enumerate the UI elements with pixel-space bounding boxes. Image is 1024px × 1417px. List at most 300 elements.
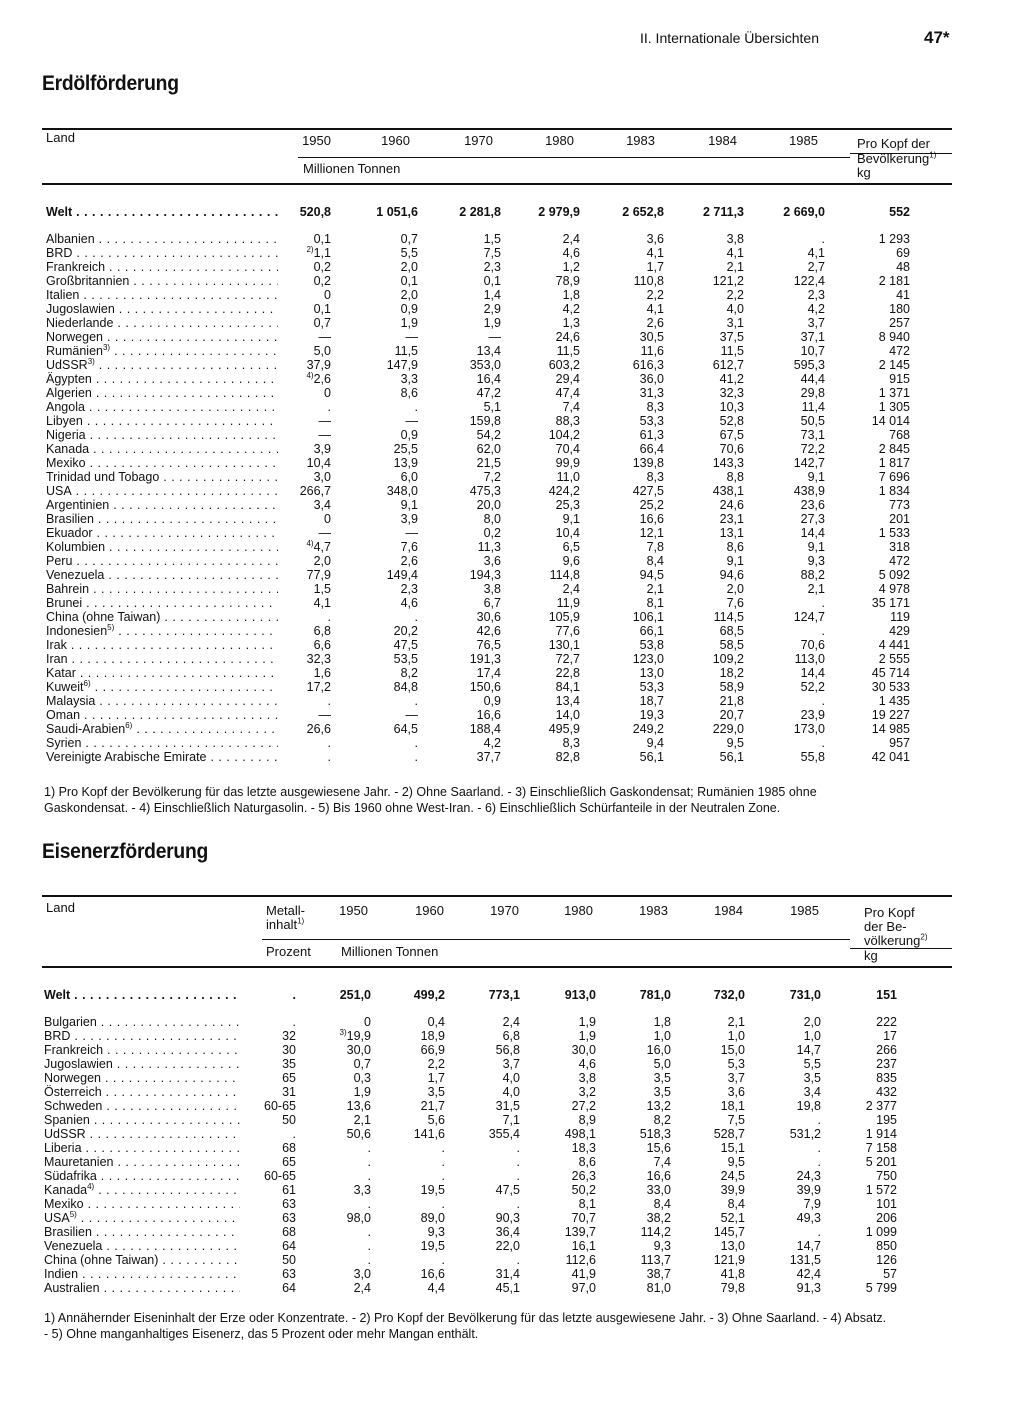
- oil-row: [0, 638, 1024, 652]
- iron-value: 2,0: [803, 1015, 821, 1029]
- oil-value: 2,3: [483, 260, 501, 274]
- oil-country: Peru . . .: [46, 554, 278, 568]
- iron-country: Liberia . . .: [44, 1141, 240, 1155]
- iron-value: 57: [883, 1267, 897, 1281]
- oil-value: 32,3: [306, 652, 331, 666]
- oil-row: [0, 442, 1024, 456]
- oil-value: 0: [324, 288, 331, 302]
- oil-value: 3,7: [807, 316, 825, 330]
- iron-row: [0, 1253, 1024, 1267]
- iron-value: 195: [876, 1113, 897, 1127]
- oil-value: 47,2: [476, 386, 501, 400]
- iron-value: 355,4: [488, 1127, 520, 1141]
- oil-value: 69: [896, 246, 910, 260]
- iron-year-header: 1950: [339, 903, 368, 918]
- oil-value: 88,2: [800, 568, 825, 582]
- iron-value: 24,5: [720, 1169, 745, 1183]
- oil-row: [0, 358, 1024, 372]
- oil-row: [0, 750, 1024, 764]
- iron-year-header: 1970: [490, 903, 519, 918]
- oil-value: 68,5: [719, 624, 744, 638]
- oil-value: 2 281,8: [459, 205, 501, 219]
- oil-value: 1 051,6: [376, 205, 418, 219]
- oil-value: .: [327, 610, 331, 624]
- iron-value: 36,4: [495, 1225, 520, 1239]
- iron-value: 1,9: [578, 1029, 596, 1043]
- oil-value: 0,7: [400, 232, 418, 246]
- oil-header-bottom-rule: [42, 183, 952, 185]
- oil-row: [0, 736, 1024, 750]
- iron-value: 50: [282, 1253, 296, 1267]
- oil-row: [0, 554, 1024, 568]
- oil-value: 1,6: [313, 666, 331, 680]
- oil-value: 25,5: [393, 442, 418, 456]
- oil-value: 104,2: [548, 428, 580, 442]
- oil-value: 11,5: [556, 344, 580, 358]
- iron-value: 16,1: [571, 1239, 596, 1253]
- oil-spacer: [0, 222, 1024, 232]
- iron-value: 63: [282, 1197, 296, 1211]
- oil-value: 130,1: [548, 638, 580, 652]
- iron-header-per-capita-kg: kg: [864, 948, 878, 963]
- iron-value: 835: [876, 1071, 897, 1085]
- oil-value: 173,0: [793, 722, 825, 736]
- oil-value: 2,3: [807, 288, 825, 302]
- iron-value: .: [441, 1141, 445, 1155]
- iron-header-per-capita-3: völkerung$^{2)}$: [864, 932, 928, 948]
- oil-value: —: [405, 414, 418, 428]
- iron-country: Australien . . .: [44, 1281, 240, 1295]
- oil-value: 4,6: [400, 596, 418, 610]
- iron-value: 49,3: [796, 1211, 821, 1225]
- oil-value: 66,4: [639, 442, 664, 456]
- oil-value: 9,6: [562, 554, 580, 568]
- iron-value: 16,0: [646, 1043, 671, 1057]
- iron-value: 499,2: [413, 988, 445, 1002]
- oil-row: [0, 624, 1024, 638]
- oil-country: Kanada . . .: [46, 442, 278, 456]
- oil-country: USA . . .: [46, 484, 278, 498]
- oil-country: BRD . . .: [46, 246, 278, 260]
- oil-value: 552: [889, 205, 910, 219]
- iron-value: 63: [282, 1211, 296, 1225]
- oil-row: [0, 596, 1024, 610]
- iron-value: 145,7: [713, 1225, 745, 1239]
- oil-value: 12,1: [639, 526, 664, 540]
- oil-value: 2 181: [878, 274, 910, 288]
- oil-value: $^{4)}$4,7: [306, 538, 331, 554]
- oil-value: 10,7: [800, 344, 825, 358]
- iron-value: .: [441, 1197, 445, 1211]
- oil-country: Rumänien$^{3)}$ . . .: [46, 344, 278, 358]
- iron-value: 64: [282, 1239, 296, 1253]
- iron-row: [0, 1127, 1024, 1141]
- iron-value: 65: [282, 1071, 296, 1085]
- oil-value: 7,8: [646, 540, 664, 554]
- oil-value: 50,5: [800, 414, 825, 428]
- oil-value: 4,6: [562, 246, 580, 260]
- oil-value: 56,1: [639, 750, 664, 764]
- iron-value: 97,0: [571, 1281, 596, 1295]
- iron-row: [0, 1141, 1024, 1155]
- oil-year-header: 1950: [302, 133, 331, 148]
- iron-value: 3,7: [727, 1071, 745, 1085]
- oil-value: 249,2: [632, 722, 664, 736]
- iron-value: 141,6: [413, 1127, 445, 1141]
- oil-value: 9,4: [646, 736, 664, 750]
- iron-value: 1,9: [353, 1085, 371, 1099]
- oil-header-unit: Millionen Tonnen: [303, 161, 401, 176]
- oil-country: Norwegen . . .: [46, 330, 278, 344]
- oil-country: Frankreich . . .: [46, 260, 278, 274]
- oil-value: 5,1: [483, 400, 501, 414]
- oil-value: 8,6: [726, 540, 744, 554]
- iron-value: 13,0: [720, 1239, 745, 1253]
- iron-value: 750: [876, 1169, 897, 1183]
- oil-value: 2,7: [807, 260, 825, 274]
- iron-value: 2 377: [865, 1099, 897, 1113]
- oil-value: 8,0: [483, 512, 501, 526]
- oil-row: [0, 610, 1024, 624]
- oil-value: .: [327, 750, 331, 764]
- oil-value: 3,4: [313, 498, 331, 512]
- iron-row: [0, 1197, 1024, 1211]
- iron-value: .: [817, 1225, 821, 1239]
- oil-value: .: [414, 750, 418, 764]
- iron-value: 126: [876, 1253, 897, 1267]
- iron-country: Südafrika . . .: [44, 1169, 240, 1183]
- iron-value: 15,1: [720, 1141, 745, 1155]
- iron-value: 913,0: [564, 988, 596, 1002]
- oil-value: 23,1: [719, 512, 744, 526]
- iron-value: 35: [282, 1057, 296, 1071]
- oil-value: 99,9: [555, 456, 580, 470]
- oil-value: 37,9: [306, 358, 331, 372]
- oil-value: 1,5: [313, 582, 331, 596]
- iron-value: 9,3: [653, 1239, 671, 1253]
- iron-row: [0, 1211, 1024, 1225]
- iron-value: 498,1: [564, 1127, 596, 1141]
- oil-row: [0, 414, 1024, 428]
- iron-value: 5,3: [727, 1057, 745, 1071]
- oil-value: 13,9: [393, 456, 418, 470]
- iron-value: 61: [282, 1183, 296, 1197]
- iron-value: 47,5: [495, 1183, 520, 1197]
- iron-country: BRD . . .: [44, 1029, 240, 1043]
- oil-value: $^{2)}$1,1: [306, 244, 331, 260]
- iron-value: 4,4: [427, 1281, 445, 1295]
- oil-value: 13,4: [555, 694, 580, 708]
- iron-value: .: [292, 1127, 296, 1141]
- oil-value: 54,2: [476, 428, 501, 442]
- oil-value: 23,9: [800, 708, 825, 722]
- iron-value: .: [441, 1253, 445, 1267]
- iron-value: 8,4: [653, 1197, 671, 1211]
- iron-country: Schweden . . .: [44, 1099, 240, 1113]
- oil-value: 3,8: [483, 582, 501, 596]
- oil-value: 5,0: [313, 344, 331, 358]
- iron-value: 38,2: [646, 1211, 671, 1225]
- iron-value: 1,7: [427, 1071, 445, 1085]
- oil-value: 3,8: [726, 232, 744, 246]
- oil-value: 188,4: [469, 722, 501, 736]
- oil-unit-rule: [298, 157, 850, 158]
- oil-value: 121,2: [712, 274, 744, 288]
- iron-header-metal-2: inhalt$^{1)}$: [266, 916, 305, 932]
- iron-value: 9,3: [427, 1225, 445, 1239]
- oil-value: 22,8: [555, 666, 580, 680]
- iron-value: 33,0: [646, 1183, 671, 1197]
- iron-value: 27,2: [571, 1099, 596, 1113]
- iron-value: 2,1: [353, 1113, 371, 1127]
- iron-value: 2,4: [353, 1281, 371, 1295]
- oil-value: 70,6: [800, 638, 825, 652]
- oil-row: [0, 316, 1024, 330]
- oil-value: 13,4: [476, 344, 501, 358]
- oil-value: 0,7: [313, 316, 331, 330]
- oil-value: 4,2: [807, 302, 825, 316]
- oil-value: 16,6: [476, 708, 501, 722]
- oil-value: 472: [889, 554, 910, 568]
- iron-value: 3,3: [353, 1183, 371, 1197]
- iron-value: 2,4: [502, 1015, 520, 1029]
- oil-value: 3,6: [646, 232, 664, 246]
- iron-value: 5,0: [653, 1057, 671, 1071]
- oil-country: Libyen . . .: [46, 414, 278, 428]
- oil-value: 19 227: [871, 708, 910, 722]
- iron-value: 60-65: [264, 1099, 296, 1113]
- oil-country: Ekuador . . .: [46, 526, 278, 540]
- oil-value: 495,9: [548, 722, 580, 736]
- oil-value: 32,3: [719, 386, 744, 400]
- oil-country: Kuweit$^{6)}$ . . .: [46, 680, 278, 694]
- iron-value: 14,7: [796, 1239, 821, 1253]
- iron-value: 3,7: [502, 1057, 520, 1071]
- iron-value: 3,5: [427, 1085, 445, 1099]
- iron-row: [0, 1029, 1024, 1043]
- iron-value: 0: [364, 1015, 371, 1029]
- oil-header-per-capita-2: Bevölkerung$^{1)}$: [857, 150, 937, 166]
- iron-row: [0, 1225, 1024, 1239]
- oil-country: Ägypten . . .: [46, 372, 278, 386]
- oil-value: 0,1: [400, 274, 418, 288]
- oil-value: 11,4: [801, 400, 825, 414]
- iron-value: 26,3: [571, 1169, 596, 1183]
- oil-value: 142,7: [793, 456, 825, 470]
- oil-value: 27,3: [800, 512, 825, 526]
- oil-row: [0, 344, 1024, 358]
- iron-header-per-capita-1: Pro Kopf: [864, 905, 915, 920]
- oil-value: 114,8: [549, 568, 580, 582]
- oil-value: 0: [324, 512, 331, 526]
- oil-country: Italien . . .: [46, 288, 278, 302]
- oil-value: 47,5: [393, 638, 418, 652]
- oil-value: 16,4: [476, 372, 501, 386]
- oil-value: 2 845: [878, 442, 910, 456]
- iron-value: 5,5: [803, 1057, 821, 1071]
- oil-value: 66,1: [639, 624, 664, 638]
- iron-value: 732,0: [713, 988, 745, 1002]
- oil-value: 29,4: [555, 372, 580, 386]
- oil-value: 2,0: [726, 582, 744, 596]
- oil-value: 2,0: [313, 554, 331, 568]
- iron-value: 121,9: [713, 1253, 745, 1267]
- iron-value: 1,8: [653, 1015, 671, 1029]
- oil-value: 29,8: [800, 386, 825, 400]
- iron-value: 251,0: [339, 988, 371, 1002]
- oil-value: 8,1: [646, 596, 664, 610]
- oil-value: 84,1: [555, 680, 580, 694]
- oil-value: 4,1: [807, 246, 825, 260]
- iron-value: 1,0: [653, 1029, 671, 1043]
- oil-value: 55,8: [800, 750, 825, 764]
- iron-value: 18,1: [720, 1099, 745, 1113]
- oil-value: 424,2: [548, 484, 580, 498]
- oil-value: —: [318, 428, 331, 442]
- iron-value: 50,6: [346, 1127, 371, 1141]
- oil-value: 11,5: [720, 344, 744, 358]
- oil-value: 25,3: [555, 498, 580, 512]
- oil-value: 2,4: [562, 582, 580, 596]
- oil-row: [0, 400, 1024, 414]
- iron-row: [0, 1015, 1024, 1029]
- oil-value: 1,8: [562, 288, 580, 302]
- oil-value: 773: [889, 498, 910, 512]
- iron-value: 65: [282, 1155, 296, 1169]
- oil-row: [0, 652, 1024, 666]
- iron-value: 5 201: [865, 1155, 897, 1169]
- oil-value: 229,0: [712, 722, 744, 736]
- oil-value: 48: [896, 260, 910, 274]
- oil-year-header: 1983: [626, 133, 655, 148]
- oil-value: 14,4: [800, 526, 825, 540]
- iron-value: 30: [282, 1043, 296, 1057]
- iron-country: UdSSR . . .: [44, 1127, 240, 1141]
- iron-row: [0, 1169, 1024, 1183]
- oil-value: 2,0: [400, 260, 418, 274]
- oil-country: Venezuela . . .: [46, 568, 278, 582]
- iron-value: 15,6: [646, 1141, 671, 1155]
- iron-value: 3,2: [578, 1085, 596, 1099]
- page-number: 47*: [924, 28, 950, 47]
- iron-row: [0, 1155, 1024, 1169]
- iron-value: 15,0: [720, 1043, 745, 1057]
- iron-value: 50,2: [571, 1183, 596, 1197]
- oil-value: 2 652,8: [622, 205, 664, 219]
- oil-value: 6,8: [313, 624, 331, 638]
- iron-table-body: [0, 985, 1024, 1295]
- iron-value: 7 158: [865, 1141, 897, 1155]
- iron-value: 13,6: [346, 1099, 371, 1113]
- iron-header-metal-1: Metall-: [266, 903, 306, 918]
- iron-country: Mauretanien . . .: [44, 1155, 240, 1169]
- oil-value: 26,6: [306, 722, 331, 736]
- iron-value: 518,3: [639, 1127, 671, 1141]
- iron-value: 89,0: [420, 1211, 445, 1225]
- oil-value: 2,4: [562, 232, 580, 246]
- oil-value: 42,6: [476, 624, 501, 638]
- oil-row: [0, 568, 1024, 582]
- oil-value: 106,1: [632, 610, 664, 624]
- iron-year-header: 1983: [639, 903, 668, 918]
- oil-value: 8,4: [646, 554, 664, 568]
- oil-value: 2 555: [878, 652, 910, 666]
- oil-value: 94,5: [639, 568, 664, 582]
- oil-country: Argentinien . . .: [46, 498, 278, 512]
- iron-value: 3,5: [803, 1071, 821, 1085]
- oil-value: 72,2: [800, 442, 825, 456]
- oil-value: 4,0: [726, 302, 744, 316]
- iron-value: 18,9: [420, 1029, 445, 1043]
- oil-value: 53,8: [639, 638, 664, 652]
- oil-value: 41: [896, 288, 910, 302]
- iron-value: .: [817, 1155, 821, 1169]
- oil-year-header: 1985: [789, 133, 818, 148]
- iron-value: 79,8: [720, 1281, 745, 1295]
- iron-value: 3,6: [727, 1085, 745, 1099]
- iron-value: 30,0: [571, 1043, 596, 1057]
- oil-value: 2 979,9: [538, 205, 580, 219]
- iron-value: $^{3)}$19,9: [339, 1027, 371, 1043]
- oil-value: 150,6: [469, 680, 501, 694]
- oil-header-land: Land: [46, 130, 75, 145]
- oil-header-per-capita-1: Pro Kopf der: [857, 136, 930, 151]
- iron-country: China (ohne Taiwan) . . .: [44, 1253, 240, 1267]
- oil-row: [0, 232, 1024, 246]
- iron-value: 773,1: [488, 988, 520, 1002]
- oil-value: 37,7: [476, 750, 501, 764]
- iron-value: 1 099: [865, 1225, 897, 1239]
- iron-value: 139,7: [564, 1225, 596, 1239]
- oil-value: 25,2: [639, 498, 664, 512]
- oil-value: 1,3: [562, 316, 580, 330]
- oil-value: 67,5: [719, 428, 744, 442]
- oil-country: Trinidad und Tobago . . .: [46, 470, 278, 484]
- iron-country: Jugoslawien . . .: [44, 1057, 240, 1071]
- iron-value: 21,7: [420, 1099, 445, 1113]
- oil-value: .: [821, 232, 825, 246]
- iron-value: 56,8: [495, 1043, 520, 1057]
- oil-value: 31,3: [639, 386, 664, 400]
- iron-header-per-capita-2: der Be-: [864, 919, 907, 934]
- oil-value: 3,3: [400, 372, 418, 386]
- oil-value: 429: [889, 624, 910, 638]
- oil-value: 8,8: [726, 470, 744, 484]
- oil-value: 52,8: [719, 414, 744, 428]
- oil-value: .: [327, 694, 331, 708]
- iron-value: .: [516, 1253, 520, 1267]
- oil-value: 147,9: [386, 358, 418, 372]
- oil-value: 14 014: [871, 414, 910, 428]
- iron-value: 19,5: [420, 1239, 445, 1253]
- oil-table-top-rule: [42, 128, 952, 130]
- oil-value: 14 985: [871, 722, 910, 736]
- iron-country: Kanada$^{4)}$ . . .: [44, 1183, 240, 1197]
- iron-row: [0, 1057, 1024, 1071]
- iron-value: .: [367, 1141, 371, 1155]
- iron-row: [0, 1113, 1024, 1127]
- oil-value: 58,5: [719, 638, 744, 652]
- iron-country: Mexiko . . .: [44, 1197, 240, 1211]
- oil-value: 2 669,0: [783, 205, 825, 219]
- oil-value: 20,7: [719, 708, 744, 722]
- oil-value: 4,1: [726, 246, 744, 260]
- oil-value: 41,2: [719, 372, 744, 386]
- oil-value: 10,4: [306, 456, 331, 470]
- oil-row: [0, 302, 1024, 316]
- iron-value: 3,8: [578, 1071, 596, 1085]
- oil-value: 7,4: [562, 400, 580, 414]
